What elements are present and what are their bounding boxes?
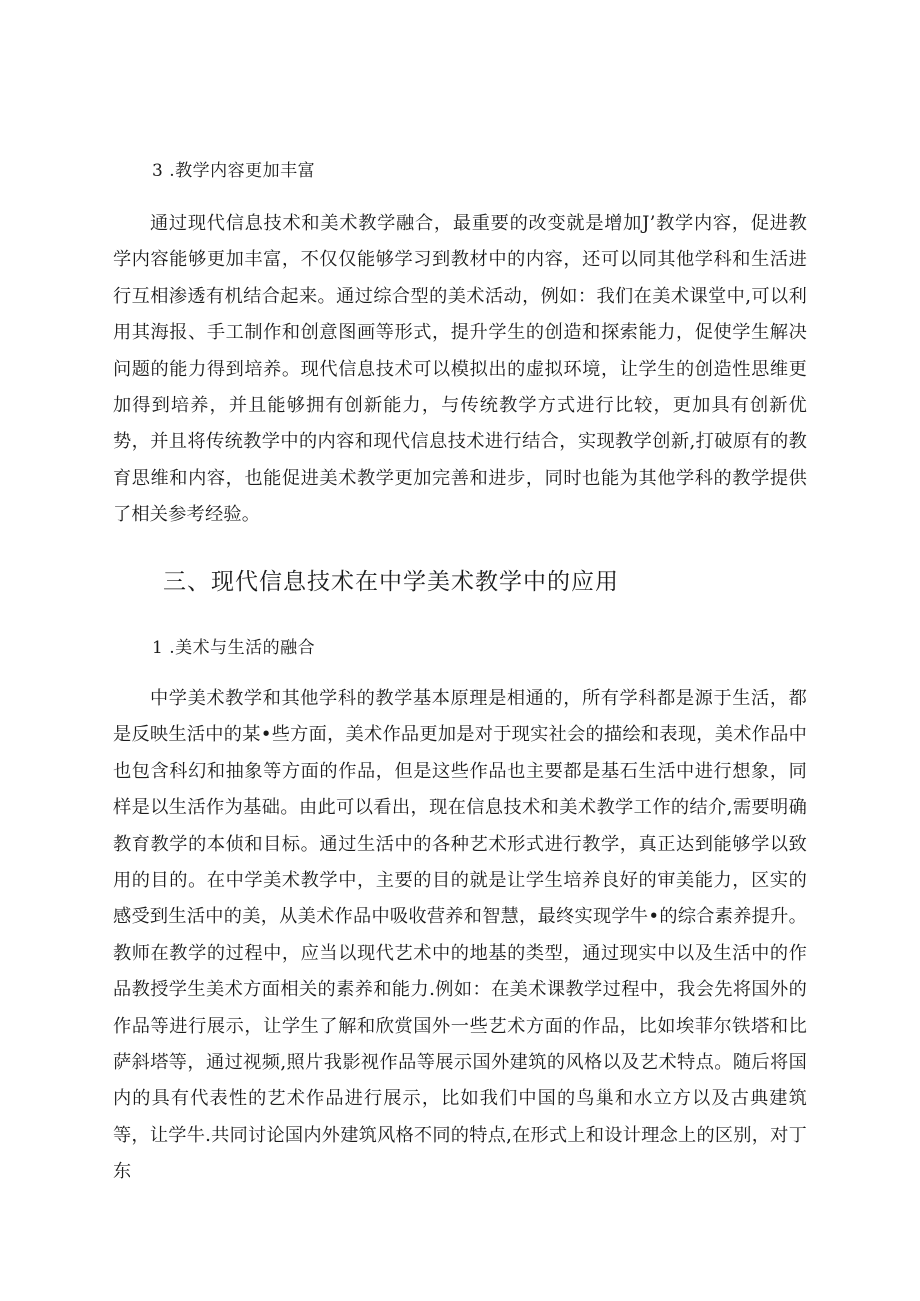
subsection-heading: 3 .教学内容更加丰富 xyxy=(152,161,316,181)
body-paragraph: 通过现代信息技术和美术教学融合，最重要的改变就是增加J’教学内容，促进教学内容能够更加丰富，不仅仅能够学习到教材中的内容，还可以同其他学科和生活进行互相渗透有机结合起来。通过综合型的美术活动，例如：我们在美术课堂中,可以利用其海报、手工制作和创意图画等形式，提升学生的创造和探索能力，促使学生解决问题的能力得到培养。现代信息技术可以模拟出的虚拟环境，让学生的创造性思维更加得到培养，并且能够拥有创新能力，与传统教学方式进行比较，更加具有创新优势，并且将传统教学中的内容和现代信息技术进行结合，实现教学创新,打破原有的教育思维和内容，也能促进美术教学更加完善和进步，同时也能为其他学科的教学提供了相关参考经验。 xyxy=(113,213,807,526)
section-heading: 三、现代信息技术在中学美术教学中的应用 xyxy=(163,569,619,595)
body-paragraph: 中学美术教学和其他学科的教学基本原理是相通的，所有学科都是源于生活，都是反映生活中的某•些方面，美术作品更加是对于现实社会的描绘和表现，美术作品中也包含科幻和抽象等方面的作品，但是这些作品也主要都是基石生活中进行想象，同样是以生活作为基础。由此可以看出，现在信息技术和美术教学工作的结介,需要明确教育教学的本侦和目标。通过生活中的各种艺术形式进行教学，真正达到能够学以致用的目的。在中学美术教学中，主要的目的就是让学生培养良好的审美能力，区实的感受到生活中的美，从美术作品中吸收营养和智慧，最终实现学牛•的综合素养提升。教师在教学的过程中，应当以现代艺术中的地基的类型，通过现实中以及生活中的作品教授学生美术方面相关的素养和能力.例如：在美术课教学过程中，我会先将国外的作品等进行展示，让学生了解和欣赏国外一些艺术方面的作品，比如埃菲尔铁塔和比萨斜塔等，通过视频,照片我影视作品等展示国外建筑的风格以及艺术特点。随后将国内的具有代表性的艺术作品进行展示，比如我们中国的鸟巢和水立方以及古典建筑等，让学牛.共同讨论国内外建筑风格不同的特点,在形式上和设计理念上的区别，对丁东 xyxy=(113,688,807,1183)
subsection-heading: 1 .美术与生活的融合 xyxy=(152,638,316,658)
